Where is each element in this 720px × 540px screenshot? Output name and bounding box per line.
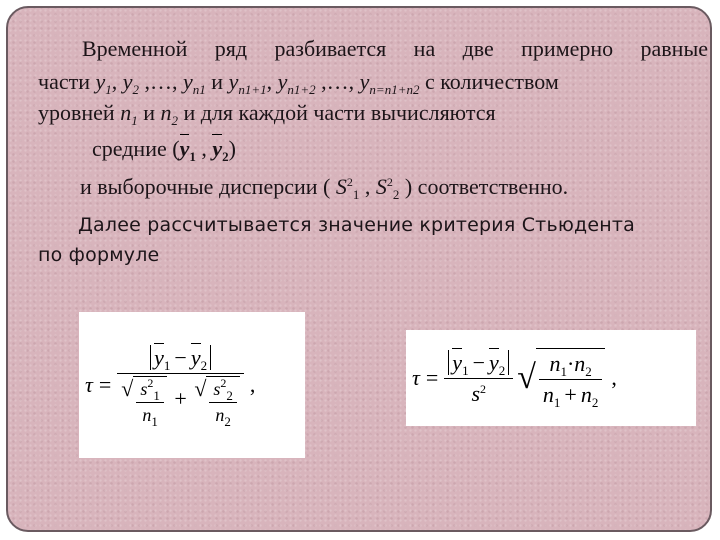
slide <box>6 6 712 532</box>
paragraph-line-1 <box>38 36 708 62</box>
paragraph-line-2: части $y_1$, $y_2$ ,…, $y_{n1}$ и $y_{n1+1}$, $y_{n1+2}$ ,…, $y_{n=n1+n2}$ с количеством <box>38 69 559 97</box>
student-criterion-line: Далее рассчитывается значение критерия Стьюдента <box>78 214 635 236</box>
formula-1-box <box>79 312 305 458</box>
by-formula-line: по формуле <box>38 244 160 266</box>
formula-2: τ = $\frac{y_1 - y_2}{s^2}$ √ $\frac{n_1\cdot n_2}{n_1 + n_2}$ , <box>412 349 617 410</box>
formula-2-box <box>406 330 696 426</box>
text-line: Временной ряд разбивается на две примерно равные <box>82 36 708 61</box>
formula-1: τ = $y_1 - y_2$ √ $\frac{s^2_1}{n_1}$ + √ $\frac{s^2_2}{n_2}$ , <box>85 344 256 429</box>
means-line: средние ($y_1$ , $y_2$) <box>92 136 236 164</box>
paragraph-line-3: уровней $n_1$ и $n_2$ и для каждой части вычисляются <box>38 100 496 128</box>
variances-line: и выборочные дисперсии ( $S^2_1$ , $S^2_2$ ) соответственно. <box>80 174 569 202</box>
